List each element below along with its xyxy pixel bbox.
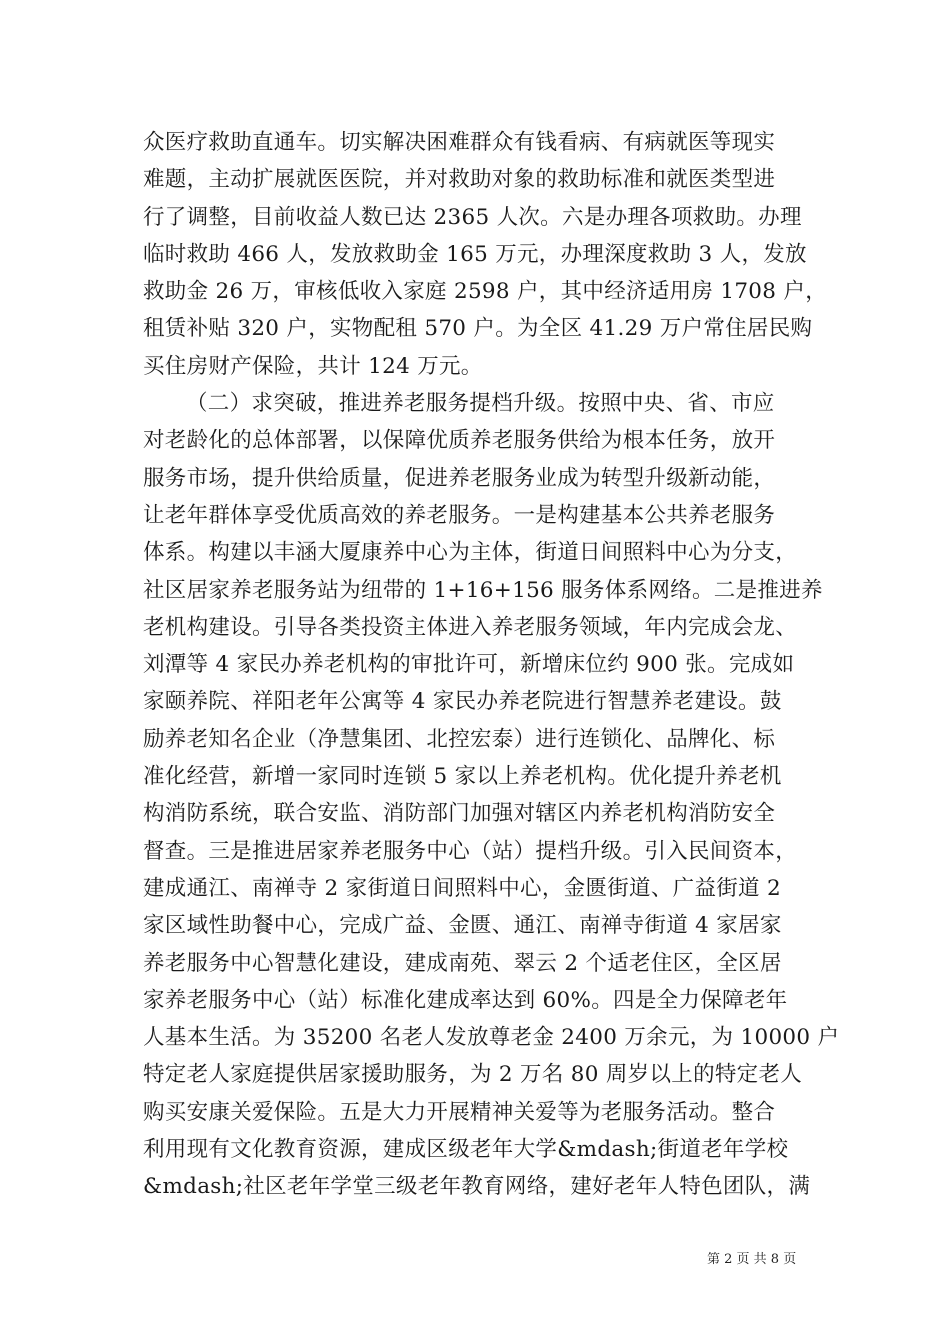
text-line: 临时救助 466 人，发放救助金 165 万元，办理深度救助 3 人，发放 xyxy=(143,241,807,267)
text-line: 对老龄化的总体部署，以保障优质养老服务供给为根本任务，放开 xyxy=(143,428,776,454)
text-line: 老机构建设。引导各类投资主体进入养老服务领域，年内完成会龙、 xyxy=(143,614,798,640)
body-text xyxy=(143,124,840,1206)
text-line: 购买安康关爱保险。五是大力开展精神关爱等为老服务活动。整合 xyxy=(143,1099,776,1125)
text-line: 服务市场，提升供给质量，促进养老服务业成为转型升级新动能， xyxy=(143,465,776,491)
text-line: 体系。构建以丰涵大厦康养中心为主体，街道日间照料中心为分支， xyxy=(143,540,798,566)
text-line: 励养老知名企业（净慧集团、北控宏泰）进行连锁化、品牌化、标 xyxy=(143,726,776,752)
text-line: 刘潭等 4 家民办养老机构的审批许可，新增床位约 900 张。完成如 xyxy=(143,652,795,678)
text-line: 救助金 26 万，审核低收入家庭 2598 户，其中经济适用房 1708 户， xyxy=(143,279,827,305)
text-line: 众医疗救助直通车。切实解决困难群众有钱看病、有病就医等现实 xyxy=(143,130,776,155)
text-line: 利用现有文化教育资源，建成区级老年大学&mdash;街道老年学校 xyxy=(143,1137,789,1163)
text-line: 人基本生活。为 35200 名老人发放尊老金 2400 万余元，为 10000 户 xyxy=(143,1025,840,1051)
text-line: 家区域性助餐中心，完成广益、金匮、通江、南禅寺街道 4 家居家 xyxy=(143,913,782,939)
text-line: 家颐养院、祥阳老年公寓等 4 家民办养老院进行智慧养老建设。鼓 xyxy=(143,689,782,715)
text-line: 特定老人家庭提供居家援助服务，为 2 万名 80 周岁以上的特定老人 xyxy=(143,1062,803,1088)
text-line: 养老服务中心智慧化建设，建成南苑、翠云 2 个适老住区，全区居 xyxy=(143,950,782,976)
page-number-footer: 第 2 页 共 8 页 xyxy=(707,1252,797,1267)
text-line: 租赁补贴 320 户，实物配租 570 户。为全区 41.29 万户常住居民购 xyxy=(143,316,813,342)
text-line: 构消防系统，联合安监、消防部门加强对辖区内养老机构消防安全 xyxy=(143,801,776,827)
text-line: 让老年群体享受优质高效的养老服务。一是构建基本公共养老服务 xyxy=(143,502,776,528)
text-line: 家养老服务中心（站）标准化建成率达到 60%。四是全力保障老年 xyxy=(143,987,788,1013)
text-line: 难题，主动扩展就医医院，并对救助对象的救助标准和就医类型进 xyxy=(143,167,776,193)
text-line: &mdash;社区老年学堂三级老年教育网络，建好老年人特色团队，满 xyxy=(143,1174,811,1200)
text-line: 督查。三是推进居家养老服务中心（站）提档升级。引入民间资本， xyxy=(143,838,798,864)
text-line: 社区居家养老服务站为纽带的 1+16+156 服务体系网络。二是推进养 xyxy=(143,577,823,603)
text-line: 买住房财产保险，共计 124 万元。 xyxy=(143,353,483,379)
text-line: 行了调整，目前收益人数已达 2365 人次。六是办理各项救助。办理 xyxy=(143,204,802,230)
text-line: 建成通江、南禅寺 2 家街道日间照料中心，金匮街道、广益街道 2 xyxy=(143,875,781,901)
text-line: 准化经营，新增一家同时连锁 5 家以上养老机构。优化提升养老机 xyxy=(143,764,782,790)
text-line-indented: （二）求突破，推进养老服务提档升级。按照中央、省、市应 xyxy=(186,391,775,417)
